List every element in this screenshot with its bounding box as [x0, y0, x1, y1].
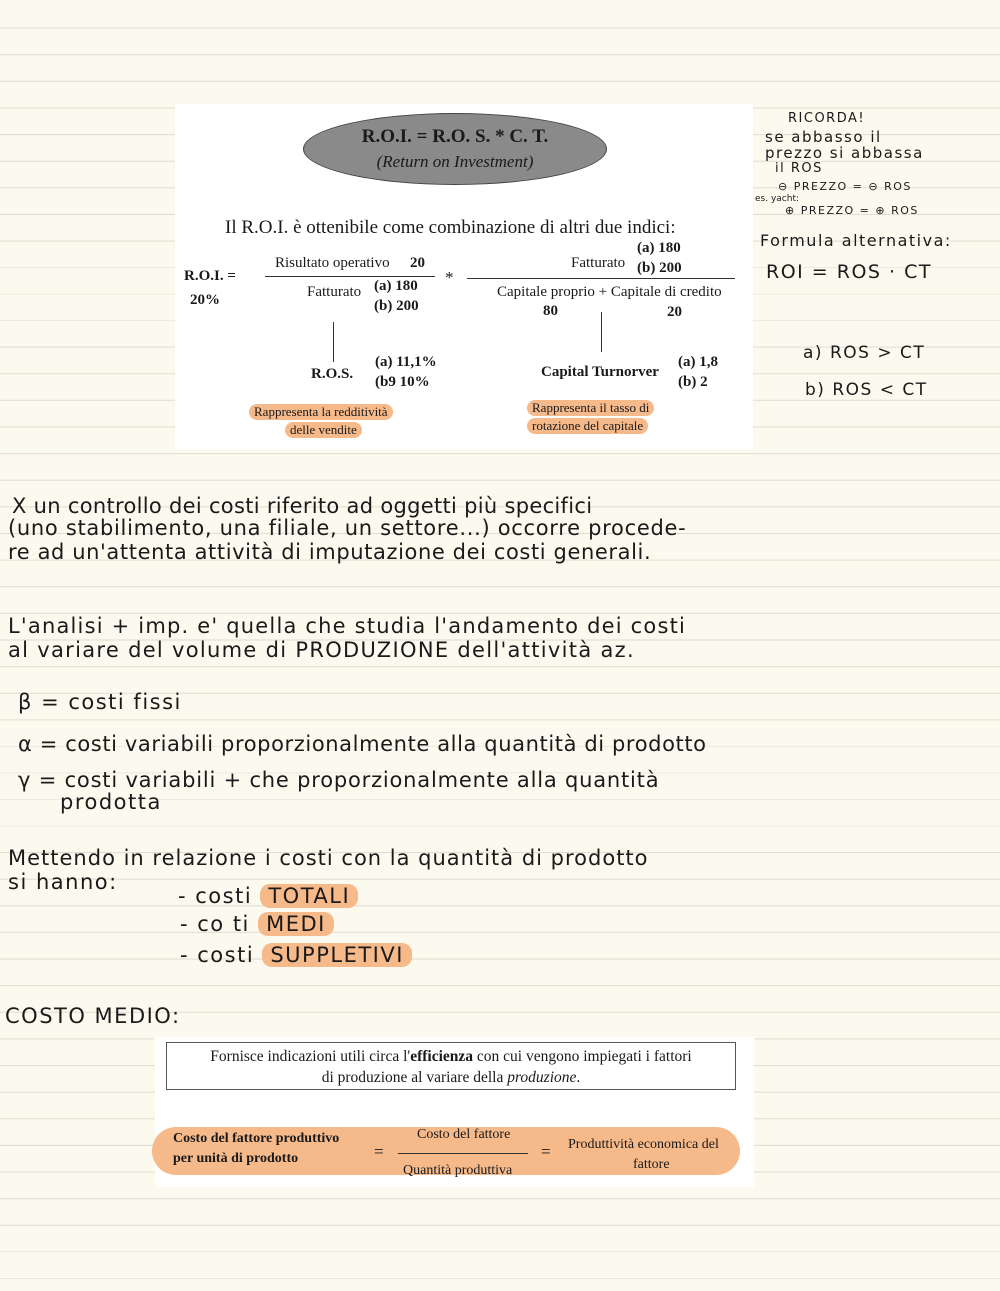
ct-b: (b) 2 [678, 374, 708, 390]
right-term-line-2: fattore [633, 1157, 670, 1172]
ros-numerator-value: 20 [410, 255, 425, 271]
multiply-sign: * [445, 268, 454, 287]
ros-a: (a) 11,1% [375, 354, 437, 370]
side-note-line-3: il ROS [775, 161, 823, 176]
side-note-es: es. yacht: [755, 194, 800, 204]
efficienza-box-line-2 [167, 1067, 735, 1088]
list-item-prefix: - costi [180, 943, 255, 967]
case-a: a) ROS > CT [803, 343, 926, 363]
box-line2-post: . [576, 1069, 581, 1086]
ct-numerator: Fatturato [571, 255, 626, 271]
beta-definition: β = costi fissi [18, 690, 182, 714]
list-item-costi-suppletivi [180, 945, 412, 966]
ricorda-note: RICORDA! [788, 111, 866, 126]
box-text-bold: efficienza [410, 1048, 474, 1065]
ct-connector [601, 312, 602, 352]
side-note-line-1: se abbasso il [765, 128, 882, 146]
ros-b: (b9 10% [375, 374, 430, 390]
case-b: b) ROS < CT [805, 380, 928, 400]
relation-line-1: Mettendo in relazione i costi con la quantità di prodotto [8, 846, 649, 870]
ct-denominator: Capitale proprio + Capitale di credito [497, 284, 722, 300]
ct-note-2: rotazione del capitale [527, 418, 648, 434]
formula: ROI = ROS · CT [766, 261, 932, 283]
list-item-costi-medi [180, 914, 334, 935]
ros-note-1: Rappresenta la redditività [249, 404, 393, 420]
ct-numerator-a: (a) 180 [637, 240, 681, 256]
ros-numerator: Risultato operativo [275, 255, 390, 271]
equals-sign-1: = [374, 1142, 384, 1161]
highlight-totali: TOTALI [260, 884, 358, 908]
alpha-definition: α = costi variabili proporzionalmente alla quantità di prodotto [18, 732, 707, 756]
box-text-post: con cui vengono impiegati i fattori [473, 1048, 692, 1065]
efficienza-box [166, 1042, 736, 1090]
fraction-numerator: Costo del fattore [417, 1127, 511, 1142]
paragraph-1-line-2: (uno stabilimento, una filiale, un settore...) occorre procede- [8, 516, 687, 540]
roi-ellipse [303, 113, 607, 185]
ros-denominator-b: (b) 200 [374, 298, 419, 314]
ct-label: Capital Turnorver [541, 364, 659, 380]
list-item-costi-totali [178, 886, 358, 907]
left-term-line-2: per unità di prodotto [173, 1151, 299, 1166]
ct-fraction-line [467, 278, 735, 279]
ros-fraction-line [265, 276, 435, 277]
paragraph-2-line-2: al variare del volume di PRODUZIONE dell'attività az. [8, 638, 635, 662]
ct-denominator-right-value: 20 [667, 304, 682, 320]
ct-note-1: Rappresenta il tasso di [527, 400, 654, 416]
equals-sign-2: = [541, 1142, 551, 1161]
side-note-line-5: ⊕ PREZZO = ⊕ ROS [785, 204, 919, 217]
gamma-definition-line-1: γ = costi variabili + che proporzionalmente alla quantità [18, 768, 660, 792]
highlight-suppletivi: SUPPLETIVI [262, 943, 412, 967]
fraction-denominator: Quantità produttiva [403, 1163, 513, 1178]
paragraph-2-line-1: L'analisi + imp. e' quella che studia l'andamento dei costi [8, 614, 687, 638]
roi-value: 20% [190, 292, 220, 308]
fraction-line [398, 1153, 528, 1154]
costo-medio-figure [155, 1037, 754, 1187]
ros-connector [333, 322, 334, 362]
box-line2-italic: produzione [507, 1069, 577, 1086]
box-line2-pre: di produzione al variare della [321, 1069, 508, 1086]
ct-a: (a) 1,8 [678, 354, 718, 370]
efficienza-box-line-1 [167, 1046, 735, 1067]
roi-ellipse-subtitle: (Return on Investment) [376, 152, 534, 171]
side-note-line-4: ⊖ PREZZO = ⊖ ROS [778, 180, 912, 193]
formula-label: Formula alternativa: [760, 231, 952, 250]
side-note-line-2: prezzo si abbassa [765, 144, 924, 162]
left-term-line-1: Costo del fattore produttivo [173, 1131, 340, 1146]
roi-intro: Il R.O.I. è ottenibile come combinazione di altri due indici: [225, 217, 676, 238]
roi-ellipse-title: R.O.I. = R.O. S. * C. T. [361, 126, 549, 147]
paragraph-1-line-3: re ad un'attenta attività di imputazione dei costi generali. [8, 540, 652, 564]
list-item-prefix: - costi [178, 884, 253, 908]
right-term-line-1: Produttività economica del [568, 1137, 719, 1152]
ros-note-2: delle vendite [285, 422, 362, 438]
relation-line-2: si hanno: [8, 870, 118, 894]
gamma-definition-line-2: prodotta [60, 790, 162, 814]
ros-denominator-a: (a) 180 [374, 278, 418, 294]
ros-denominator: Fatturato [307, 284, 362, 300]
costo-medio-heading: COSTO MEDIO: [5, 1004, 181, 1028]
roi-figure [175, 104, 753, 449]
paragraph-1-line-1: X un controllo dei costi riferito ad oggetti più specifici [12, 494, 593, 518]
ct-numerator-b: (b) 200 [637, 260, 682, 276]
highlight-medi: MEDI [258, 912, 334, 936]
roi-label: R.O.I. = [184, 268, 236, 284]
ct-denominator-left-value: 80 [543, 303, 558, 319]
box-text-pre: Fornisce indicazioni utili circa l' [210, 1048, 411, 1065]
ros-label: R.O.S. [311, 366, 354, 382]
list-item-prefix: - co ti [180, 912, 250, 936]
